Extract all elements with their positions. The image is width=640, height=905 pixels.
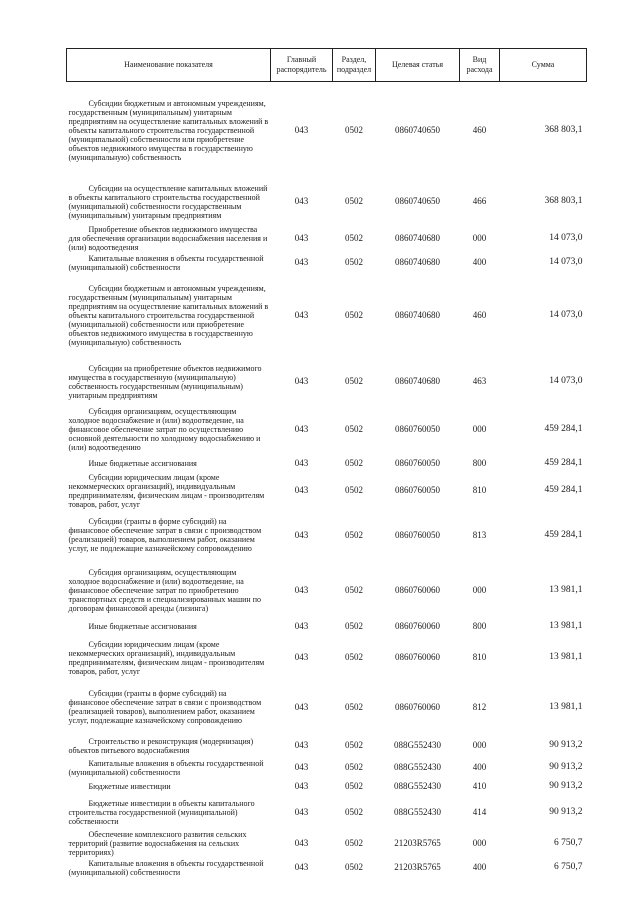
row-razdel: 0502	[345, 125, 363, 136]
table-row	[67, 857, 587, 879]
row-statya: 088G552430	[394, 762, 441, 772]
table-row	[67, 830, 587, 857]
row-vid: 466	[472, 196, 487, 206]
row-name	[67, 796, 271, 830]
row-name	[67, 404, 271, 455]
header-statya: Целевая статья	[376, 49, 460, 82]
row-summa: 459 284,1	[544, 458, 583, 468]
row-statya: 0860760060	[395, 701, 440, 712]
row-razdel: 0502	[345, 257, 363, 267]
table-row	[67, 635, 587, 681]
header-glav: Главный распорядитель	[271, 49, 333, 82]
row-name	[67, 473, 271, 509]
row-razdel: 0502	[345, 862, 363, 872]
row-name	[67, 180, 271, 224]
row-vid: 810	[472, 485, 487, 495]
table-header	[67, 49, 587, 82]
row-name-text: Субсидия организациям, осуществляющим холодное водоснабжение и (или) водоотведение, на финансовое обеспечение затрат по осуществлению основной деятельности по холодному водоснабжению и (или) водоотведению	[68, 406, 261, 452]
row-name	[67, 509, 271, 562]
row-vid: 400	[472, 862, 487, 872]
row-statya: 0860760050	[395, 485, 440, 495]
row-summa: 459 284,1	[544, 423, 583, 434]
row-razdel: 0502	[345, 376, 363, 386]
row-glav: 043	[294, 125, 309, 136]
row-vid: 812	[472, 701, 487, 712]
row-glav: 043	[294, 807, 309, 817]
row-name	[67, 857, 271, 879]
row-summa: 90 913,2	[549, 807, 583, 817]
row-statya: 0860760050	[395, 458, 440, 468]
row-vid: 000	[472, 233, 487, 243]
row-statya: 0860740650	[395, 196, 440, 206]
row-razdel: 0502	[345, 584, 363, 595]
row-razdel: 0502	[345, 652, 363, 662]
row-name	[67, 635, 271, 681]
table-row	[67, 619, 587, 635]
row-summa: 90 913,2	[549, 781, 583, 791]
row-vid: 460	[472, 310, 487, 320]
row-statya: 0860740650	[395, 125, 440, 136]
row-name	[67, 830, 271, 857]
row-name-text: Субсидии на приобретение объектов недвижимого имущества в государственную (муниципальную) собственность государственным (муниципальным) унитарным предприятиям	[68, 363, 262, 400]
row-razdel: 0502	[345, 529, 363, 540]
row-name-text: Капитальные вложения в объекты государственной (муниципальной) собственности	[68, 858, 264, 877]
row-razdel: 0502	[345, 485, 363, 495]
row-glav: 043	[294, 762, 309, 772]
row-statya: 21203R5765	[394, 862, 441, 872]
table-row	[67, 473, 587, 509]
row-vid: 414	[472, 807, 487, 817]
row-statya: 0860760060	[395, 652, 440, 662]
row-name	[67, 562, 271, 619]
table-row	[67, 796, 587, 830]
table-row	[67, 254, 587, 272]
row-name-text: Приобретение объектов недвижимого имущества для обеспечения организации водоснабжения населения и (или) водоотведения	[68, 225, 268, 252]
row-razdel: 0502	[345, 458, 363, 468]
row-vid: 400	[472, 257, 487, 267]
row-summa: 13 981,1	[549, 584, 583, 595]
row-glav: 043	[294, 257, 309, 267]
row-vid: 000	[472, 584, 487, 595]
row-razdel: 0502	[345, 233, 363, 243]
row-statya: 0860740680	[395, 233, 440, 243]
row-summa: 14 073,0	[549, 257, 583, 267]
row-name	[67, 360, 271, 404]
row-glav: 043	[294, 529, 309, 540]
row-razdel: 0502	[345, 837, 363, 848]
row-name-text: Обеспечение комплексного развития сельских территорий (развитие водоснабжения на сельских территориях)	[68, 829, 247, 857]
table-row	[67, 734, 587, 758]
row-vid: 810	[472, 652, 487, 662]
row-razdel: 0502	[345, 423, 363, 434]
budget-table	[66, 48, 587, 879]
row-razdel: 0502	[345, 740, 363, 750]
table-body	[67, 82, 587, 879]
row-vid: 400	[472, 762, 487, 772]
row-summa: 13 981,1	[549, 701, 583, 712]
row-statya: 0860760060	[395, 584, 440, 595]
table-row	[67, 404, 587, 455]
row-statya: 088G552430	[394, 807, 441, 817]
row-statya: 0860760050	[395, 529, 440, 540]
row-statya: 0860740680	[395, 376, 440, 386]
row-statya: 0860760060	[395, 621, 440, 631]
table-row	[67, 681, 587, 734]
header-summa: Сумма	[500, 49, 587, 82]
table-row	[67, 455, 587, 473]
row-summa: 459 284,1	[544, 485, 583, 495]
row-glav: 043	[294, 837, 309, 848]
row-name	[67, 82, 271, 180]
row-summa: 90 913,2	[549, 740, 583, 750]
row-statya: 0860760050	[395, 423, 440, 434]
row-name-text: Субсидии бюджетным и автономным учреждениям, государственным (муниципальным) унитарным предприятиям на осуществление капитальных вложений в объекты капитального строительства государственной (муниципальной) собственности или приобретение объектов недвижимого имущества в государственную (муниципальную) собственность	[68, 99, 269, 163]
row-glav: 043	[294, 376, 309, 386]
row-glav: 043	[294, 233, 309, 243]
row-name-text: Бюджетные инвестиции в объекты капитального строительства государственной (муниципальной) собственности	[68, 799, 255, 826]
row-vid: 800	[472, 458, 487, 468]
row-name	[67, 619, 271, 635]
row-name	[67, 758, 271, 778]
row-name-text: Капитальные вложения в объекты государственной (муниципальной) собственности	[68, 758, 264, 777]
header-razdel: Раздел, подраздел	[333, 49, 376, 82]
row-vid: 000	[472, 837, 487, 848]
row-name	[67, 455, 271, 473]
row-glav: 043	[294, 652, 309, 662]
row-razdel: 0502	[345, 621, 363, 631]
row-name-text: Иные бюджетные ассигнования	[88, 622, 197, 631]
row-statya: 0860740680	[395, 257, 440, 267]
row-razdel: 0502	[345, 781, 363, 791]
row-name-text: Субсидии бюджетным и автономным учреждениям, государственным (муниципальным) унитарным предприятиям на осуществление капитальных вложений в объекты капитального строительства государственной (муниципальной) собственности или приобретение объектов недвижимого имущества в государственную (муниципальную) собственность	[68, 284, 269, 347]
table-row	[67, 778, 587, 796]
row-summa: 6 750,7	[554, 862, 583, 872]
row-summa: 368 803,1	[544, 125, 583, 136]
row-vid: 463	[472, 376, 487, 386]
row-glav: 043	[294, 310, 309, 320]
row-summa: 368 803,1	[544, 196, 583, 206]
row-glav: 043	[294, 701, 309, 712]
row-summa: 14 073,0	[549, 376, 583, 386]
row-glav: 043	[294, 740, 309, 750]
table-row	[67, 758, 587, 778]
row-summa: 13 981,1	[549, 652, 583, 662]
row-name	[67, 254, 271, 272]
row-name-text: Капитальные вложения в объекты государственной (муниципальной) собственности	[68, 253, 264, 272]
row-vid: 813	[472, 529, 487, 540]
row-name	[67, 224, 271, 254]
table-row	[67, 360, 587, 404]
row-razdel: 0502	[345, 196, 363, 206]
table-row	[67, 82, 587, 180]
row-razdel: 0502	[345, 807, 363, 817]
row-statya: 088G552430	[394, 781, 441, 791]
row-name	[67, 734, 271, 758]
row-vid: 410	[472, 781, 487, 791]
row-summa: 14 073,0	[549, 233, 583, 243]
row-glav: 043	[294, 621, 309, 631]
row-vid: 800	[472, 621, 487, 631]
row-name-text: Субсидии юридическим лицам (кроме некоммерческих организаций), индивидуальным предпринимателям, физическим лицам - производителям товаров, работ, услуг	[68, 639, 265, 676]
row-name-text: Субсидии (гранты в форме субсидий) на финансовое обеспечение затрат в связи с производством (реализацией) товаров, выполнением работ, оказанием услуг, не подлежащие казначейскому сопровождению	[68, 517, 262, 553]
row-statya: 088G552430	[394, 740, 441, 750]
row-summa: 14 073,0	[549, 310, 583, 320]
row-statya: 0860740680	[395, 310, 440, 320]
table-row	[67, 272, 587, 360]
row-name-text: Субсидии на осуществление капитальных вложений в объекты капитального строительства государственной (муниципальной) собственности государственным (муниципальным) унитарным предприятиям	[68, 183, 268, 220]
row-razdel: 0502	[345, 701, 363, 712]
row-summa: 13 981,1	[549, 621, 583, 631]
row-vid: 000	[472, 423, 487, 434]
table-row	[67, 180, 587, 224]
row-glav: 043	[294, 458, 309, 468]
row-glav: 043	[294, 423, 309, 434]
table-row	[67, 562, 587, 619]
header-vid: Вид расхода	[460, 49, 500, 82]
row-statya: 21203R5765	[394, 837, 441, 848]
table-row	[67, 224, 587, 254]
row-summa: 6 750,7	[554, 837, 583, 848]
row-glav: 043	[294, 862, 309, 872]
row-name-text: Субсидии юридическим лицам (кроме некоммерческих организаций), индивидуальным предпринимателям, физическим лицам - производителям товаров, работ, услуг	[68, 472, 265, 509]
row-razdel: 0502	[345, 762, 363, 772]
row-name	[67, 778, 271, 796]
row-name-text: Бюджетные инвестиции	[88, 782, 171, 791]
row-glav: 043	[294, 196, 309, 206]
row-vid: 000	[472, 740, 487, 750]
row-glav: 043	[294, 485, 309, 495]
row-vid: 460	[472, 125, 487, 136]
row-name-text: Иные бюджетные ассигнования	[88, 459, 197, 468]
row-glav: 043	[294, 584, 309, 595]
header-name: Наименование показателя	[67, 49, 271, 82]
row-summa: 90 913,2	[549, 762, 583, 772]
table-row	[67, 509, 587, 562]
row-name-text: Субсидии (гранты в форме субсидий) на финансовое обеспечение затрат в связи с производством (реализацией товаров), выполнением работ, оказанием услуг, подлежащие казначейскому сопровождению	[68, 689, 262, 725]
row-name	[67, 681, 271, 734]
row-summa: 459 284,1	[544, 529, 583, 540]
row-name-text: Строительство и реконструкция (модернизация) объектов питьевого водоснабжения	[68, 736, 254, 755]
row-name-text: Субсидия организациям, осуществляющим холодное водоснабжение и (или) водоотведение, на финансовое обеспечение затрат по приобретению транспортных средств и специализированных машин по договорам финансовой аренды (лизинга)	[68, 567, 261, 613]
row-razdel: 0502	[345, 310, 363, 320]
row-glav: 043	[294, 781, 309, 791]
row-name	[67, 272, 271, 360]
